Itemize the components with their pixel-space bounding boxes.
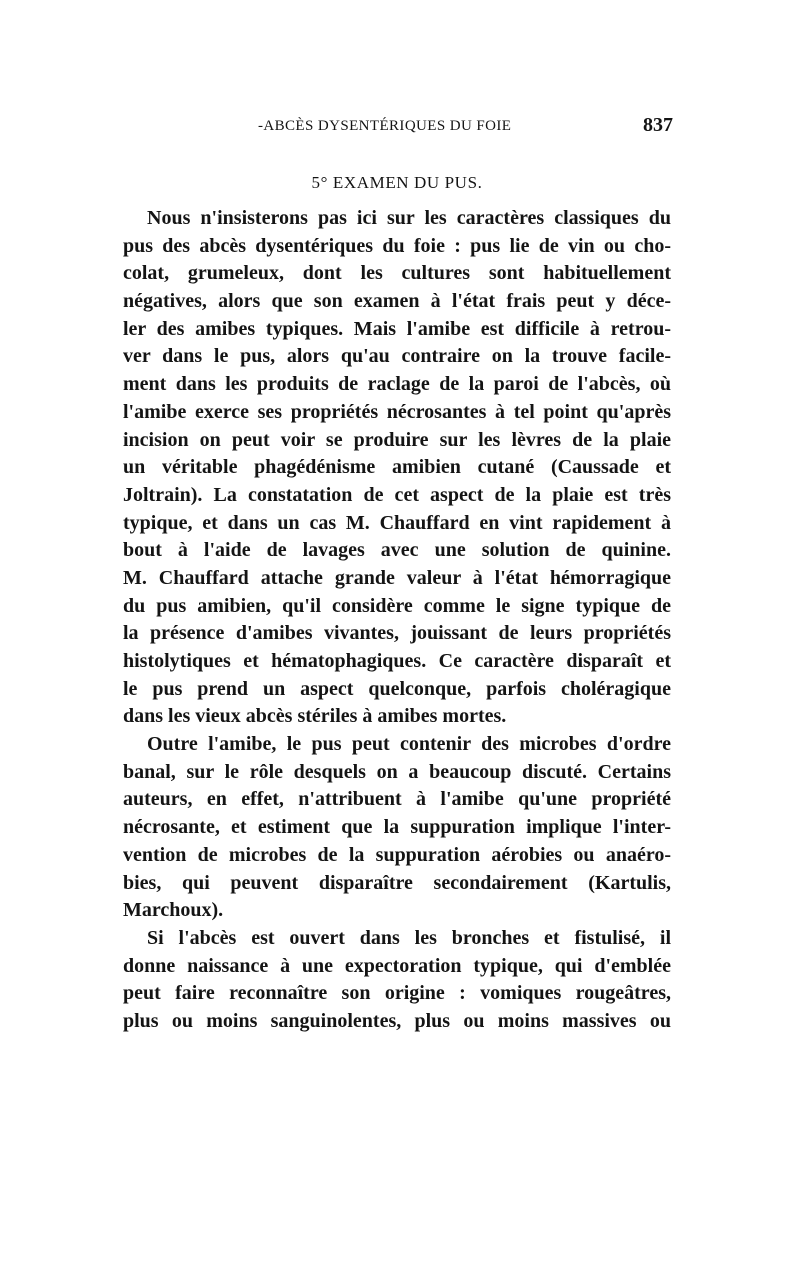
text-line: vention de microbes de la suppuration aérobies ou anaéro- — [123, 843, 671, 866]
paragraph — [123, 731, 671, 925]
text-line: peut faire reconnaître son origine : vomiques rougeâtres, — [123, 982, 671, 1005]
text-line: incision on peut voir se produire sur les lèvres de la plaie — [123, 428, 671, 451]
text-line: plus ou moins sanguinolentes, plus ou moins massives ou — [123, 1009, 671, 1032]
text-line: ler des amibes typiques. Mais l'amibe est difficile à retrou- — [123, 317, 671, 340]
text-line: Joltrain). La constatation de cet aspect de la plaie est très — [123, 483, 671, 506]
running-title: -ABCÈS DYSENTÉRIQUES DU FOIE — [258, 118, 512, 134]
text-line: auteurs, en effet, n'attribuent à l'amibe qu'une propriété — [123, 788, 671, 811]
text-line: le pus prend un aspect quelconque, parfois choléragique — [123, 677, 671, 700]
text-line: typique, et dans un cas M. Chauffard en vint rapidement à — [123, 511, 671, 534]
text-line: pus des abcès dysentériques du foie : pus lie de vin ou cho- — [123, 234, 671, 257]
text-line: Outre l'amibe, le pus peut contenir des microbes d'ordre — [147, 733, 671, 756]
text-line: l'amibe exerce ses propriétés nécrosantes à tel point qu'après — [123, 400, 671, 423]
text-line: bout à l'aide de lavages avec une solution de quinine. — [123, 539, 671, 562]
text-line: bies, qui peuvent disparaître secondairement (Kartulis, — [123, 871, 671, 894]
text-line: histolytiques et hématophagiques. Ce caractère disparaît et — [123, 650, 671, 672]
text-line: banal, sur le rôle desquels on a beaucoup discuté. Certains — [123, 760, 671, 783]
text-line: dans les vieux abcès stériles à amibes mortes. — [123, 705, 507, 728]
text-line: ver dans le pus, alors qu'au contraire on la trouve facile- — [123, 345, 671, 368]
section-heading: 5° EXAMEN DU PUS. — [311, 173, 483, 192]
text-line: donne naissance à une expectoration typique, qui d'emblée — [123, 954, 671, 977]
text-line: colat, grumeleux, dont les cultures sont habituellement — [123, 262, 671, 285]
text-line: Nous n'insisterons pas ici sur les caractères classiques du — [147, 207, 671, 229]
text-line: un véritable phagédénisme amibien cutané (Caussade et — [123, 456, 671, 479]
paragraph — [123, 205, 671, 731]
text-line: Marchoux). — [123, 899, 224, 922]
paragraph — [123, 925, 671, 1036]
text-line: nécrosante, et estiment que la suppuration implique l'inter- — [123, 816, 671, 839]
text-line: négatives, alors que son examen à l'état frais peut y déce- — [123, 290, 671, 313]
body-text — [123, 205, 671, 1036]
text-line: du pus amibien, qu'il considère comme le signe typique de — [123, 594, 671, 617]
text-line: ment dans les produits de raclage de la paroi de l'abcès, où — [123, 373, 671, 396]
text-line: la présence d'amibes vivantes, jouissant de leurs propriétés — [123, 622, 671, 645]
running-head — [123, 108, 671, 148]
text-line: M. Chauffard attache grande valeur à l'état hémorragique — [123, 566, 671, 589]
page-number: 837 — [643, 114, 673, 136]
book-page — [123, 108, 671, 1036]
text-line: Si l'abcès est ouvert dans les bronches et fistulisé, il — [147, 926, 671, 949]
